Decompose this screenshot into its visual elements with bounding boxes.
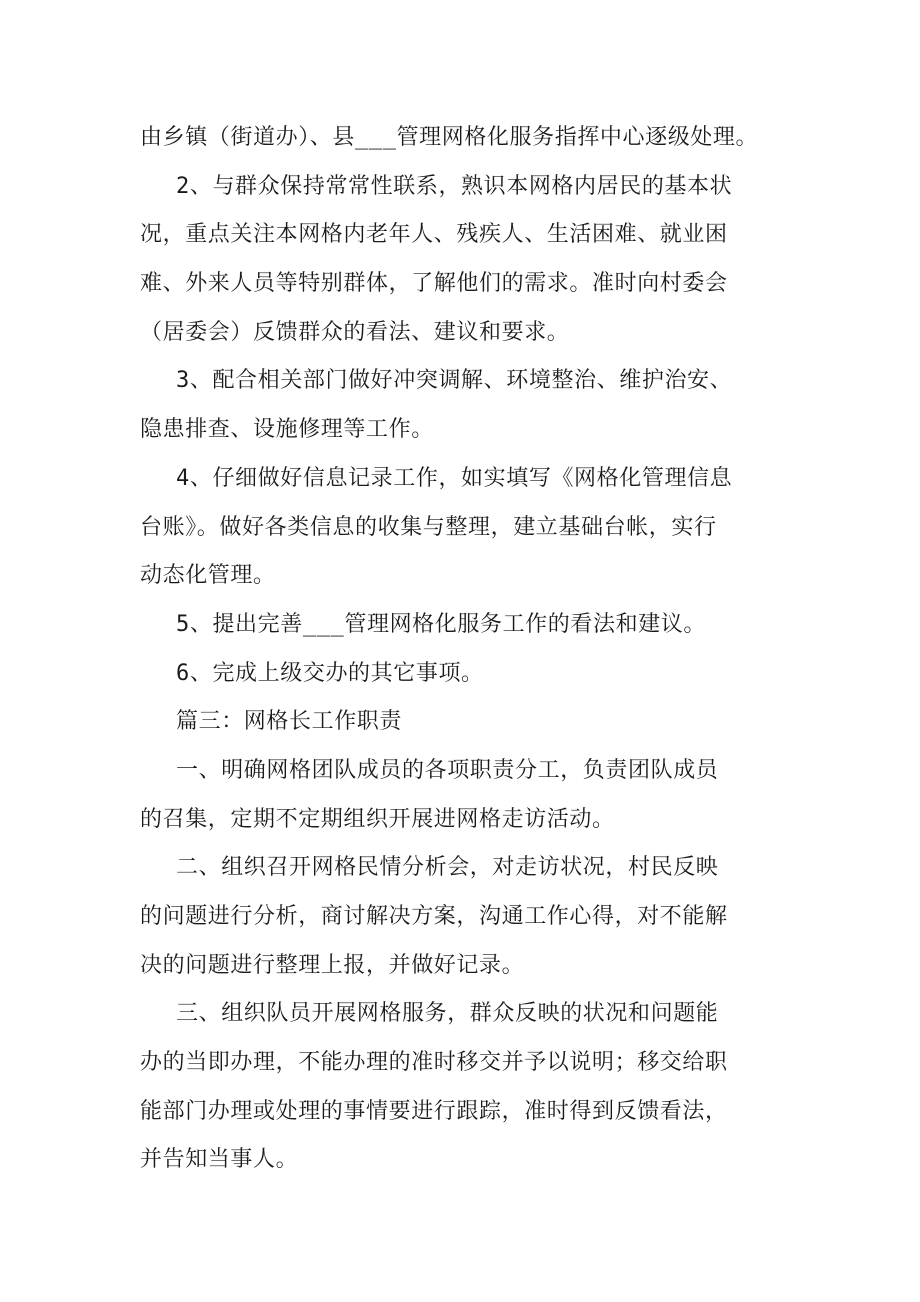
text-line: 6、完成上级交办的其它事项。 <box>176 660 484 686</box>
text-line: 2、与群众保持常常性联系，熟识本网格内居民的基本状 <box>176 173 733 199</box>
text-line: 办的当即办理，不能办理的准时移交并予以说明；移交给职 <box>140 1050 728 1076</box>
section-heading: 篇三：网格长工作职责 <box>176 709 403 735</box>
text-line: 隐患排查、设施修理等工作。 <box>140 417 434 443</box>
text-line: 况，重点关注本网格内老年人、残疾人、生活困难、就业困 <box>140 222 728 248</box>
text-line: （居委会）反馈群众的看法、建议和要求。 <box>140 319 570 345</box>
text-line: 三、组织队员开展网格服务，群众反映的状况和问题能 <box>176 1001 719 1027</box>
text-line: 的问题进行分析，商讨解决方案，沟通工作心得，对不能解 <box>140 904 728 929</box>
text-line: 并告知当事人。 <box>140 1147 299 1173</box>
text-line: 动态化管理。 <box>140 563 276 589</box>
text-line: 能部门办理或处理的事情要进行跟踪，准时得到反馈看法， <box>140 1098 728 1124</box>
text-line: 难、外来人员等特别群体，了解他们的需求。准时向村委会 <box>140 271 728 297</box>
text-line: 台账》。做好各类信息的收集与整理，建立基础台帐，实行 <box>140 514 717 540</box>
text-line: 5、提出完善___管理网格化服务工作的看法和建议。 <box>176 611 706 637</box>
text-line: 4、仔细做好信息记录工作，如实填写《网格化管理信息 <box>176 465 733 491</box>
text-line: 3、配合相关部门做好冲突调解、环境整治、维护治安、 <box>176 368 733 394</box>
text-line: 二、组织召开网格民情分析会，对走访状况，村民反映 <box>176 855 719 881</box>
text-line: 的召集，定期不定期组织开展进网格走访活动。 <box>140 806 615 832</box>
document-body <box>140 114 795 1185</box>
text-line: 由乡镇（街道办）、县___管理网格化服务指挥中心逐级处理。 <box>140 125 759 150</box>
text-line: 决的问题进行整理上报，并做好记录。 <box>140 952 525 978</box>
text-line: 一、明确网格团队成员的各项职责分工，负责团队成员 <box>176 757 719 783</box>
